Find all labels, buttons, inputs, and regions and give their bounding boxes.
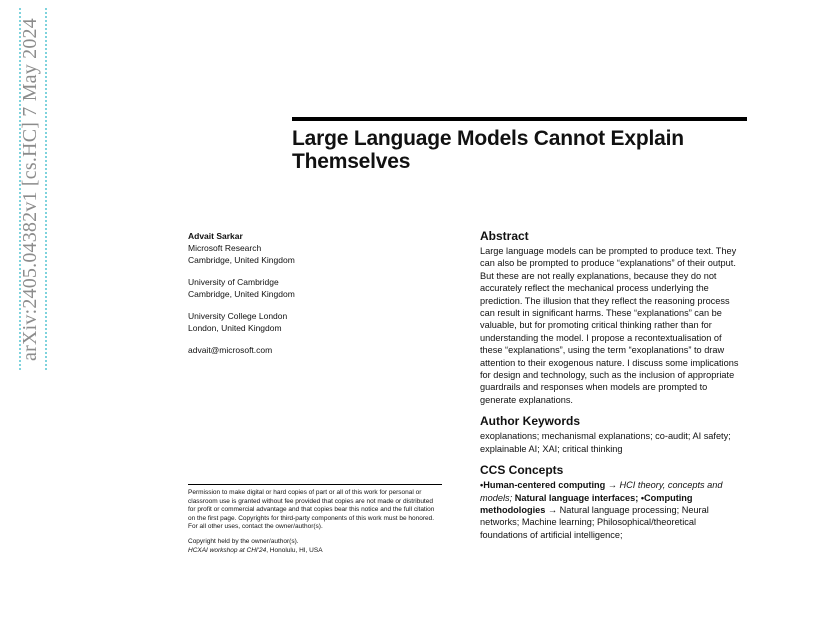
- permission-notice: [188, 484, 442, 555]
- venue-name: HCXAI workshop at CHI'24: [188, 546, 267, 554]
- ccs-arrow-1: →: [605, 480, 620, 491]
- affiliation-1-city: Cambridge, United Kingdom: [188, 255, 295, 265]
- copyright-line: Copyright held by the owner/author(s).: [188, 537, 299, 545]
- right-column: [480, 229, 742, 549]
- arxiv-stamp: [10, 8, 50, 370]
- affiliation-1-org: Microsoft Research: [188, 243, 262, 253]
- abstract-text: Large language models can be prompted to produce text. They can also be prompted to produce “explanations” of their output. But these are not really explanations, because they do not accurately reflect the mechanical process underlying the prediction. The illusion that they reflect the reasoning process can result in significant harms. These “explanations” can be valuable, but for promoting critical thinking rather than for understanding the model. I propose a recontextualisation of these “explanations”, using the term “exoplanations” to draw attention to their exogenous nature. I discuss some implications for design and technology, such as the inclusion of appropriate guardrails and responses when models are prompted to generate explanations.: [480, 246, 739, 405]
- affiliation-2-org: University of Cambridge: [188, 277, 279, 287]
- ccs-concept-2: Natural language interfaces; •Computing methodologies: [480, 492, 693, 515]
- ccs-section: [480, 463, 742, 541]
- affiliation-3-city: London, United Kingdom: [188, 323, 282, 333]
- ccs-heading: CCS Concepts: [480, 463, 564, 478]
- venue-line: [188, 547, 442, 556]
- ccs-concept-1-detail: HCI theory, concepts and models;: [480, 480, 723, 503]
- arxiv-id: arXiv:2405.04382v1 [cs.HC] 7 May 2024: [18, 17, 41, 361]
- ccs-arrow-2: →: [545, 504, 560, 515]
- keywords-section: [480, 414, 742, 455]
- keywords-heading: Author Keywords: [480, 414, 581, 429]
- affiliation-3-org: University College London: [188, 311, 288, 321]
- author-block: [188, 230, 438, 356]
- author-email[interactable]: advait@microsoft.com: [188, 345, 273, 355]
- venue-location: , Honolulu, HI, USA: [266, 546, 323, 554]
- affiliation-2-city: Cambridge, United Kingdom: [188, 289, 295, 299]
- keywords-text: exoplanations; mechanismal explanations; co-audit; AI safety; explainable AI; XAI; critical thinking: [480, 431, 731, 454]
- author-name: Advait Sarkar: [188, 231, 243, 241]
- abstract-section: [480, 229, 742, 406]
- ccs-concept-2-detail: Natural language processing; Neural networks; Machine learning; Philosophical/theoretical foundations of artificial intelligence;: [480, 504, 709, 540]
- abstract-heading: Abstract: [480, 229, 529, 243]
- ccs-concept-1: •Human-centered computing: [480, 480, 606, 491]
- paper-title: Large Language Models Cannot Explain Themselves: [292, 127, 684, 173]
- title-rule: [292, 117, 747, 121]
- permission-text: Permission to make digital or hard copies of part or all of this work for personal or classroom use is granted without fee provided that copies are not made or distributed for profit or commercial advantage and that copies bear this notice and the full citation on the first page. Copyrights for third-party components of this work must be honored. For all other uses, contact the owner/author(s).: [188, 489, 435, 531]
- ccs-text: [480, 479, 742, 541]
